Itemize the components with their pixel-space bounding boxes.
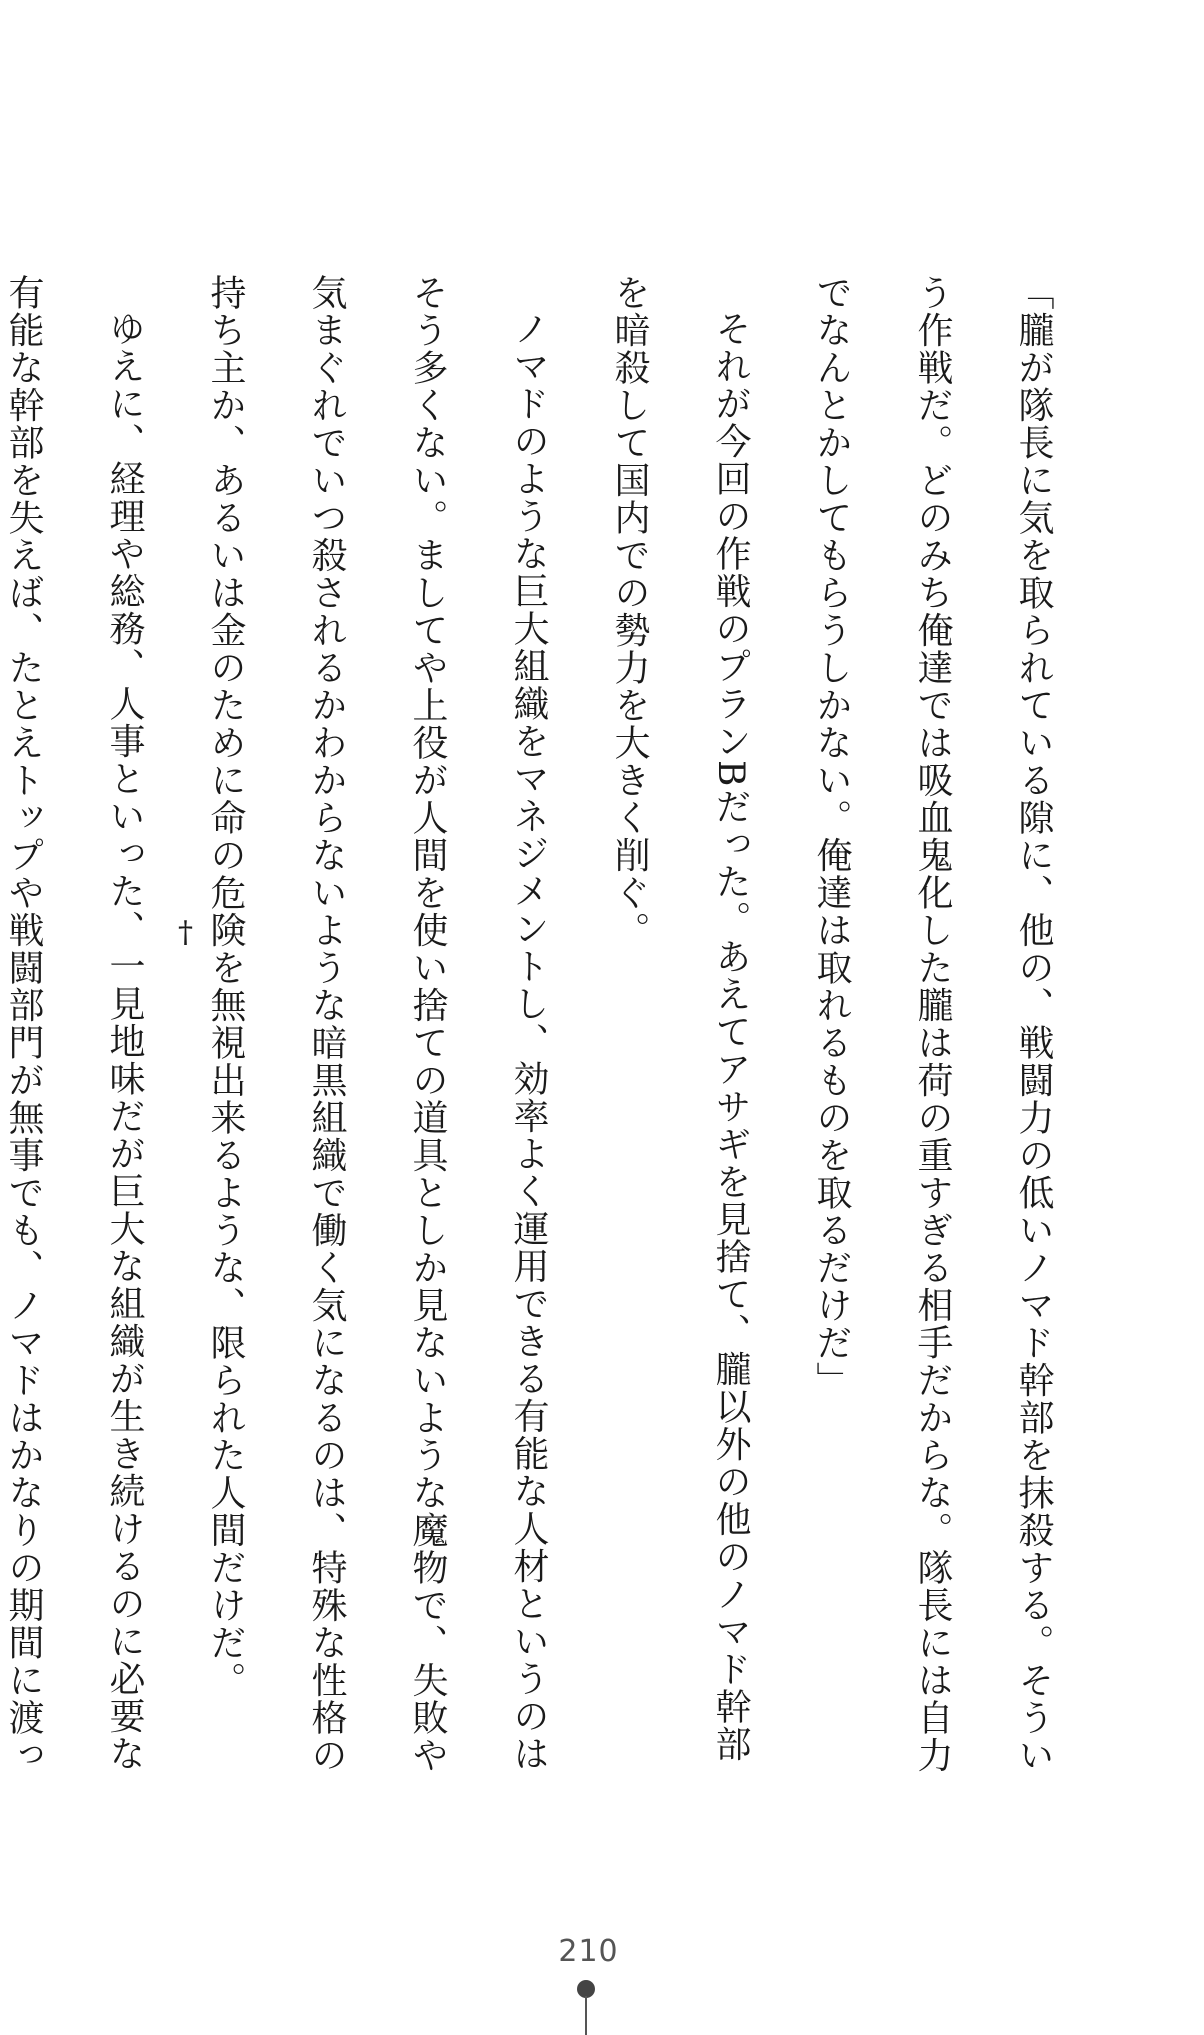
text-column: 「朧が隊長に気を取られている隙に、他の、戦闘力の低いノマド幹部を抹殺する。そうい [1013,274,1054,1774]
text-column: う作戦だ。どのみち俺達では吸血鬼化した朧は荷の重すぎる相手だからな。隊長には自力 [912,274,953,1774]
text-column: 持ち主か、あるいは金のために命の危険を無視出来るような、限られた人間だけだ。 [205,274,246,1699]
text-column: 有能な幹部を失えば、たとえトップや戦闘部門が無事でも、ノマドはかなりの期間に渡っ [3,274,44,1774]
text-column: を暗殺して国内での勢力を大きく削ぐ。 [609,274,650,949]
page-marker-line [585,1996,587,2035]
text-column: 気まぐれでいつ殺されるかわからないような暗黒組織で働く気になるのは、特殊な性格の [306,274,347,1774]
text-column: それが今回の作戦のプランBだった。あえてアサギを見捨て、朧以外の他のノマド幹部 [710,310,751,1763]
text-column: ゆえに、経理や総務、人事といった、一見地味だが巨大な組織が生き続けるのに必要な [104,310,145,1773]
text-column: でなんとかしてもらうしかない。俺達は取れるものを取るだけだ」 [811,274,852,1399]
page-number: 210 [558,1934,619,1969]
text-column: そう多くない。ましてや上役が人間を使い捨ての道具としか見ないような魔物で、失敗や [407,274,448,1774]
vertical-text-body [3,274,1084,1774]
scene-break-dagger: † [178,915,193,950]
text-column: ノマドのような巨大組織をマネジメントし、効率よく運用できる有能な人材というのは [508,310,549,1773]
